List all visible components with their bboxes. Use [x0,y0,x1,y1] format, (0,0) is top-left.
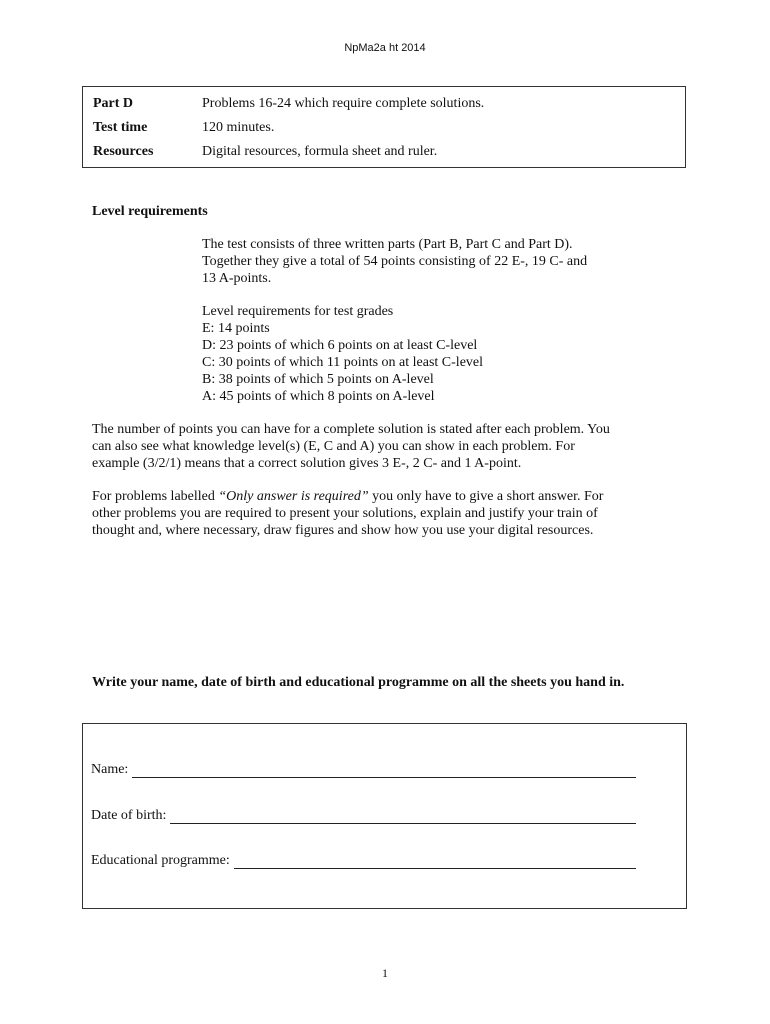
answer-instructions-prefix: For problems labelled [92,489,219,504]
grade-requirement-d: D: 23 points of which 6 points on at least C-level [202,338,478,353]
info-value-part: Problems 16-24 which require complete solutions. [202,96,485,111]
info-label-part: Part D [93,96,134,111]
points-paragraph [92,421,682,472]
info-label-resources: Resources [93,144,154,159]
answer-instructions-paragraph [92,488,682,539]
only-answer-label: “Only answer is required” [218,489,369,504]
educational-programme-label: Educational programme: [91,853,230,868]
level-requirements-title: Level requirements [92,204,208,219]
page-number: 1 [382,966,388,980]
answer-instructions-line: other problems you are required to present your solutions, explain and justify your train of [92,506,598,521]
info-value-resources: Digital resources, formula sheet and ruler. [202,144,438,159]
grade-requirements-title: Level requirements for test grades [202,304,394,319]
test-info-box [82,86,686,168]
answer-instructions-line: thought and, where necessary, draw figures and show how you use your digital resources. [92,523,594,538]
points-paragraph-line: The number of points you can have for a complete solution is stated after each problem. You [92,422,610,437]
test-description-line: The test consists of three written parts (Part B, Part C and Part D). [202,237,573,252]
grade-requirement-c: C: 30 points of which 11 points on at least C-level [202,355,484,370]
write-name-instruction: Write your name, date of birth and educational programme on all the sheets you hand in. [92,675,625,690]
educational-programme-field[interactable] [91,853,636,869]
test-description [202,236,587,287]
points-paragraph-line: can also see what knowledge level(s) (E, C and A) you can show in each problem. For [92,439,575,454]
grade-requirement-e: E: 14 points [202,321,270,336]
info-value-test-time: 120 minutes. [202,120,275,135]
educational-programme-input-line[interactable] [234,854,636,869]
points-paragraph-line: example (3/2/1) means that a correct solution gives 3 E-, 2 C- and 1 A-point. [92,456,522,471]
student-info-form [82,723,687,909]
answer-instructions-line [92,488,682,505]
test-description-line: 13 A-points. [202,271,272,286]
answer-instructions-suffix: you only have to give a short answer. For [368,489,604,504]
name-label: Name: [91,762,129,777]
name-field[interactable] [91,762,636,778]
date-of-birth-input-line[interactable] [170,809,636,824]
page-header-code: NpMa2a ht 2014 [344,42,426,54]
date-of-birth-label: Date of birth: [91,808,167,823]
grade-requirement-b: B: 38 points of which 5 points on A-level [202,372,434,387]
info-label-test-time: Test time [93,120,148,135]
grade-requirements [202,303,483,405]
name-input-line[interactable] [132,763,636,778]
grade-requirement-a: A: 45 points of which 8 points on A-level [202,389,435,404]
test-description-line: Together they give a total of 54 points consisting of 22 E-, 19 C- and [202,254,588,269]
date-of-birth-field[interactable] [91,808,636,824]
